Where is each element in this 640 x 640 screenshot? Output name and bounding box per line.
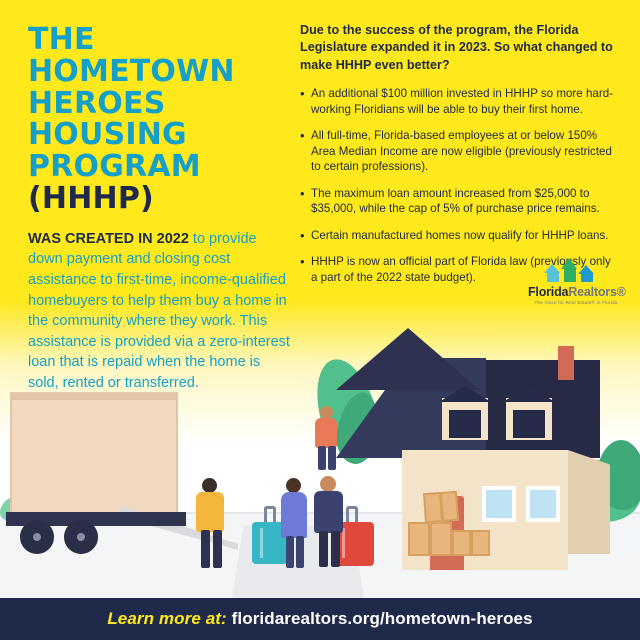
- person-head: [320, 476, 336, 492]
- logo-registered-mark: ®: [616, 285, 626, 299]
- person-leg: [318, 446, 326, 470]
- logo-tagline: The Voice for Real Estate® in Florida: [534, 300, 618, 305]
- truck-wheel: [20, 520, 54, 554]
- left-column: [28, 24, 290, 393]
- logo-name: [528, 285, 624, 299]
- footer-text: [107, 609, 532, 629]
- title-line-1: THE HOMETOWN: [28, 22, 235, 89]
- chimney: [558, 346, 574, 380]
- cardboard-box: [408, 522, 452, 556]
- cardboard-box: [452, 530, 490, 556]
- footer-url[interactable]: floridarealtors.org/hometown-heroes: [231, 609, 533, 628]
- person-torso: [315, 418, 337, 448]
- person-leg: [213, 530, 222, 568]
- dormer-glass: [513, 410, 545, 438]
- person-leg: [328, 446, 336, 470]
- description-lead: WAS CREATED IN 2022: [28, 230, 189, 247]
- dormer-roof: [503, 386, 555, 402]
- intro-part-2: So what changed to make HHHP even better?: [300, 40, 613, 72]
- window: [526, 486, 560, 522]
- list-item: • HHHP is now an official part of Florida law (previously only a part of the 2022 state budget).: [300, 254, 616, 285]
- intro-paragraph: [300, 22, 616, 74]
- person-torso: [314, 491, 343, 533]
- description-body: to provide down payment and closing cost assistance to first-time, income-qualified homebuyers to help them buy a home in the community where they work. This assistance is provided via a zero-interest loan that is repaid when the home is sold, rented or transferred.: [28, 230, 290, 391]
- intro-part-1: Due to the success of the program, the Florida Legislature expanded it in 2023.: [300, 23, 579, 55]
- page-title: [28, 24, 290, 215]
- logo-name-bold: Florida: [528, 285, 569, 299]
- person-leg: [319, 531, 328, 567]
- title-acronym: (HHHP): [28, 180, 154, 216]
- suitcase-handle: [264, 506, 276, 522]
- program-description: [28, 229, 290, 394]
- person-head: [202, 478, 217, 493]
- dormer-window: [506, 398, 552, 440]
- logo-name-grey: Realtors: [568, 285, 617, 299]
- dormer-glass: [449, 410, 481, 438]
- logo-house-icon: [561, 258, 578, 282]
- suitcase-handle: [346, 506, 358, 522]
- person-leg: [331, 531, 340, 567]
- list-item: • All full-time, Florida-based employees at or below 150% Area Median Income are now eligible (previously restricted to certain professions).: [300, 128, 616, 175]
- title-line-2: HEROES HOUSING: [28, 85, 187, 153]
- person-head: [286, 478, 301, 493]
- title-line-3: PROGRAM: [28, 149, 201, 185]
- suitcase-stripe: [260, 528, 263, 558]
- person-leg: [286, 536, 294, 568]
- list-item: • Certain manufactured homes now qualify for HHHP loans.: [300, 228, 616, 244]
- logo-house-icon: [544, 264, 561, 282]
- logo-house-icon: [578, 265, 595, 282]
- person-leg: [201, 530, 210, 568]
- person-leg: [296, 536, 304, 568]
- person-torso: [281, 492, 307, 538]
- roof-peak: [336, 328, 480, 390]
- cardboard-box: [423, 491, 459, 523]
- moving-truck-illustration: [0, 388, 210, 568]
- window: [482, 486, 516, 522]
- truck-wheel: [64, 520, 98, 554]
- dormer-window: [442, 398, 488, 440]
- person-torso: [196, 492, 224, 532]
- list-item: • The maximum loan amount increased from $25,000 to $35,000, while the cap of 5% of purchase price remains.: [300, 186, 616, 217]
- suitcase-stripe: [342, 528, 345, 558]
- truck-cargo-box: [10, 398, 178, 514]
- house-side-wall: [568, 450, 610, 554]
- footer-learn-more-label: Learn more at:: [107, 609, 232, 628]
- dormer-roof: [439, 386, 491, 402]
- florida-realtors-logo: [528, 256, 624, 305]
- list-item: • An additional $100 million invested in HHHP so more hard-working Floridians will be able to buy their first home.: [300, 86, 616, 117]
- logo-house-marks-icon: [528, 256, 624, 282]
- footer-bar: [0, 598, 640, 640]
